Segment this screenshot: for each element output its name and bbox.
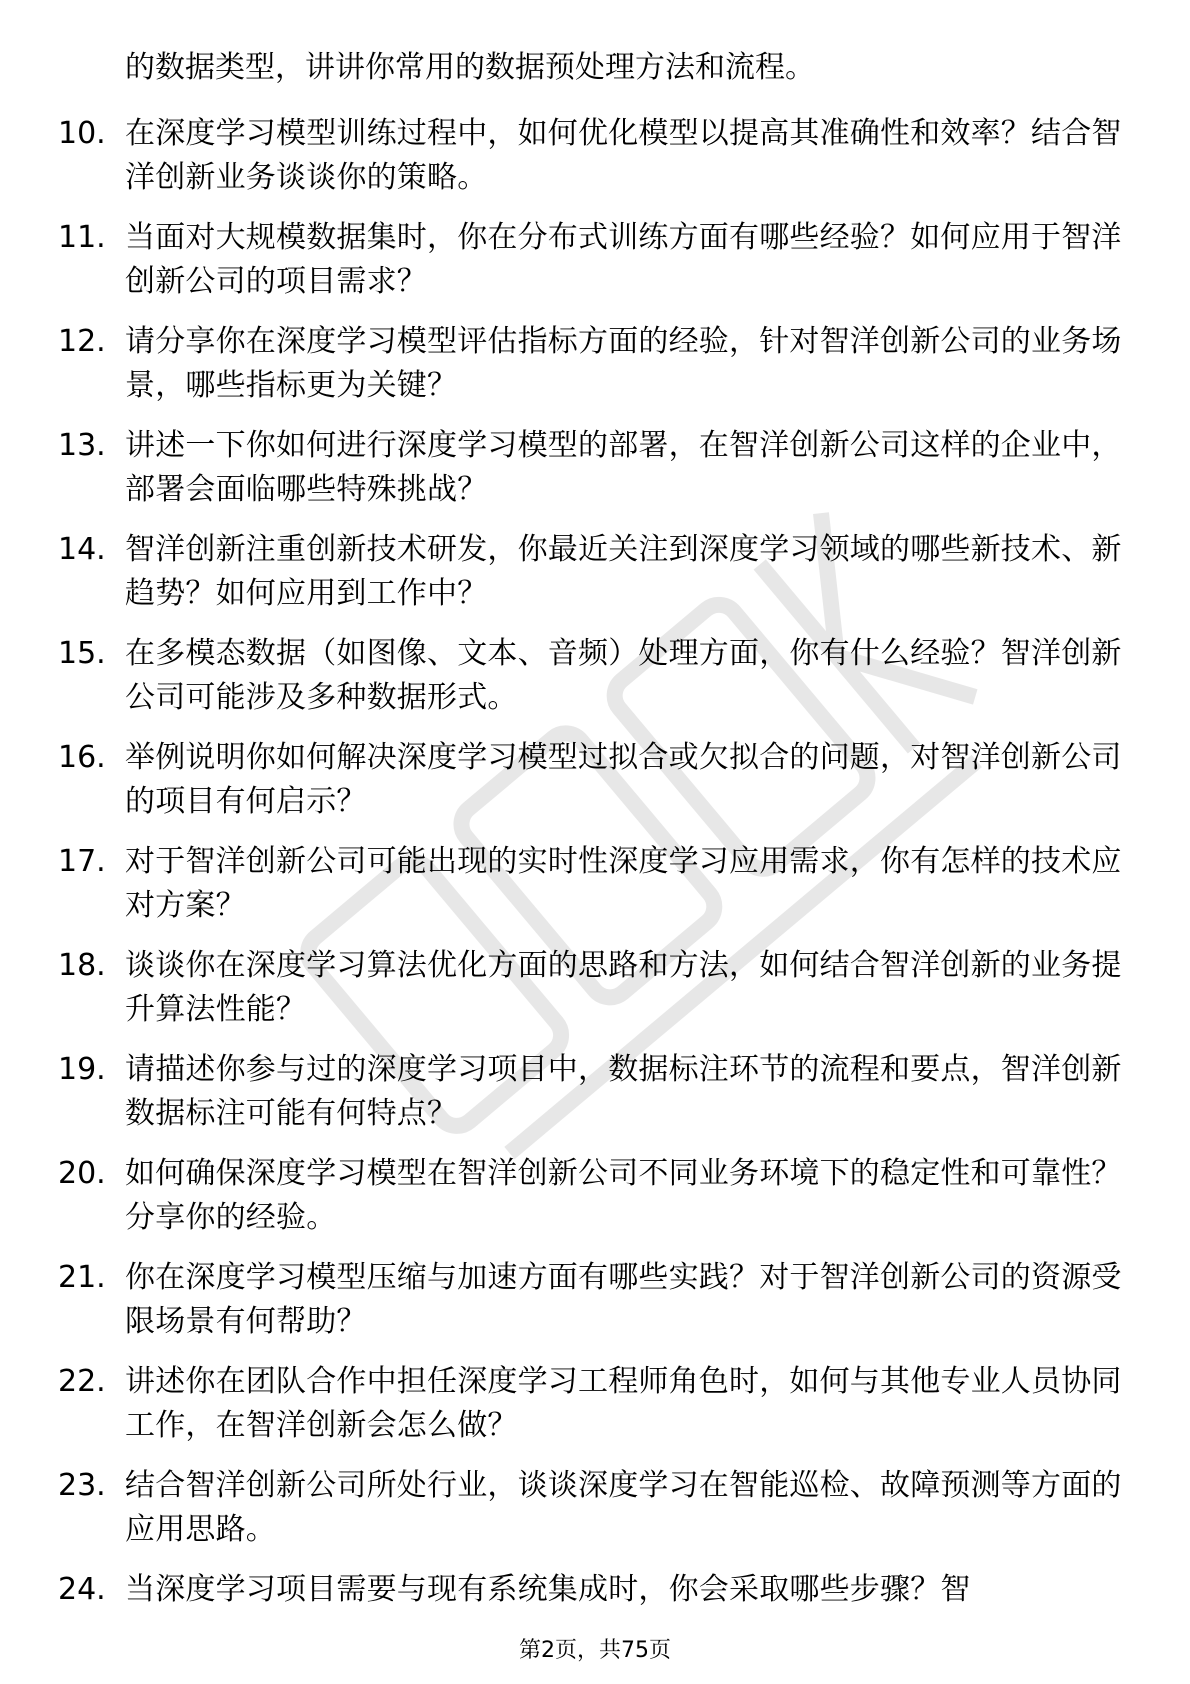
- question-number: 17.: [58, 844, 106, 879]
- question-number: 11.: [58, 220, 106, 255]
- question-text: 当深度学习项目需要与现有系统集成时，你会采取哪些步骤？智: [125, 1572, 971, 1607]
- question-text: 你在深度学习模型压缩与加速方面有哪些实践？对于智洋创新公司的资源受限场景有何帮助？: [125, 1260, 1122, 1339]
- question-item: [58, 1360, 1128, 1464]
- question-item: [58, 1152, 1128, 1256]
- question-number: 10.: [58, 116, 106, 151]
- question-item: [58, 112, 1128, 216]
- question-number: 22.: [58, 1364, 106, 1399]
- question-item: [58, 736, 1128, 840]
- question-item: [58, 320, 1128, 424]
- question-text: 智洋创新注重创新技术研发，你最近关注到深度学习领域的哪些新技术、新趋势？如何应用到工作中？: [125, 532, 1122, 611]
- question-item: [58, 216, 1128, 320]
- question-number: 15.: [58, 636, 106, 671]
- question-list: [58, 112, 1128, 1672]
- question-text: 请描述你参与过的深度学习项目中，数据标注环节的流程和要点，智洋创新数据标注可能有何特点？: [125, 1052, 1122, 1131]
- question-item: [58, 944, 1128, 1048]
- question-number: 24.: [58, 1572, 106, 1607]
- question-number: 14.: [58, 532, 106, 567]
- question-number: 20.: [58, 1156, 106, 1191]
- page-footer: 第2页，共75页: [519, 1638, 671, 1663]
- question-item: [58, 528, 1128, 632]
- question-text: 在深度学习模型训练过程中，如何优化模型以提高其准确性和效率？结合智洋创新业务谈谈你的策略。: [125, 116, 1122, 195]
- question-text: 结合智洋创新公司所处行业，谈谈深度学习在智能巡检、故障预测等方面的应用思路。: [125, 1468, 1122, 1547]
- question-text: 谈谈你在深度学习算法优化方面的思路和方法，如何结合智洋创新的业务提升算法性能？: [125, 948, 1122, 1027]
- question-item: [58, 840, 1128, 944]
- question-item: [58, 1048, 1128, 1152]
- question-number: 23.: [58, 1468, 106, 1503]
- question-text: 当面对大规模数据集时，你在分布式训练方面有哪些经验？如何应用于智洋创新公司的项目需求？: [125, 220, 1122, 299]
- question-text: 举例说明你如何解决深度学习模型过拟合或欠拟合的问题，对智洋创新公司的项目有何启示？: [125, 740, 1122, 819]
- question-text: 如何确保深度学习模型在智洋创新公司不同业务环境下的稳定性和可靠性？分享你的经验。: [125, 1156, 1122, 1235]
- question-item: [58, 1464, 1128, 1568]
- question-text: 讲述你在团队合作中担任深度学习工程师角色时，如何与其他专业人员协同工作，在智洋创新会怎么做？: [125, 1364, 1122, 1443]
- question-number: 19.: [58, 1052, 106, 1087]
- question-item: [58, 632, 1128, 736]
- question-text: 讲述一下你如何进行深度学习模型的部署，在智洋创新公司这样的企业中，部署会面临哪些特殊挑战？: [125, 428, 1122, 507]
- question-text: 对于智洋创新公司可能出现的实时性深度学习应用需求，你有怎样的技术应对方案？: [125, 844, 1122, 923]
- question-text: 在多模态数据（如图像、文本、音频）处理方面，你有什么经验？智洋创新公司可能涉及多种数据形式。: [125, 636, 1122, 715]
- question-number: 16.: [58, 740, 106, 775]
- question-number: 21.: [58, 1260, 106, 1295]
- question-number: 12.: [58, 324, 106, 359]
- question-text: 请分享你在深度学习模型评估指标方面的经验，针对智洋创新公司的业务场景，哪些指标更为关键？: [125, 324, 1122, 403]
- question-item: [58, 424, 1128, 528]
- question-item: [58, 1256, 1128, 1360]
- question-number: 13.: [58, 428, 106, 463]
- continuation-text: 的数据类型，讲讲你常用的数据预处理方法和流程。: [125, 50, 815, 85]
- question-number: 18.: [58, 948, 106, 983]
